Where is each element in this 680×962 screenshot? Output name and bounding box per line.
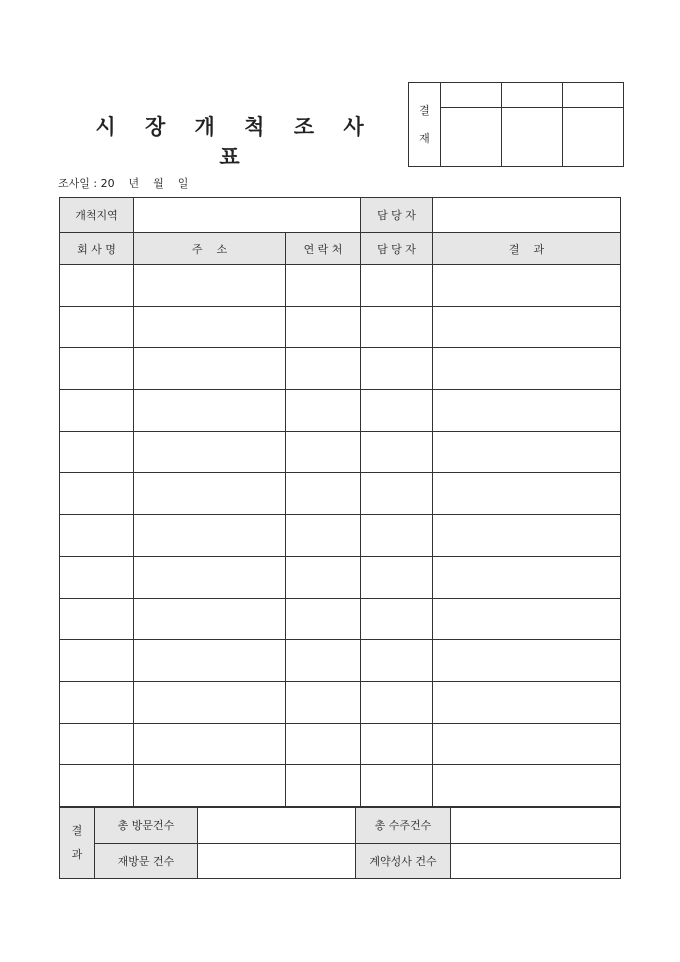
- cell-person[interactable]: [361, 556, 433, 598]
- cell-result[interactable]: [433, 348, 621, 390]
- cell-contact[interactable]: [286, 306, 361, 348]
- cell-address[interactable]: [134, 723, 286, 765]
- table-row: [60, 765, 621, 807]
- cell-contact[interactable]: [286, 723, 361, 765]
- table-row: [60, 640, 621, 682]
- cell-result[interactable]: [433, 390, 621, 432]
- cell-address[interactable]: [134, 515, 286, 557]
- cell-result[interactable]: [433, 306, 621, 348]
- cell-address[interactable]: [134, 265, 286, 307]
- approval-label-top: 결: [419, 103, 430, 117]
- cell-company[interactable]: [60, 765, 134, 807]
- cell-address[interactable]: [134, 390, 286, 432]
- cell-company[interactable]: [60, 556, 134, 598]
- region-label: 개척지역: [60, 198, 134, 233]
- page-title: 시 장 개 척 조 사 표: [95, 114, 375, 169]
- cell-result[interactable]: [433, 265, 621, 307]
- cell-address[interactable]: [134, 306, 286, 348]
- cell-company[interactable]: [60, 473, 134, 515]
- cell-address[interactable]: [134, 681, 286, 723]
- cell-contact[interactable]: [286, 681, 361, 723]
- cell-company[interactable]: [60, 640, 134, 682]
- column-header-company: 회 사 명: [60, 233, 134, 265]
- manager-field[interactable]: [433, 198, 621, 233]
- cell-address[interactable]: [134, 765, 286, 807]
- cell-person[interactable]: [361, 598, 433, 640]
- approval-title-cell-3[interactable]: [563, 83, 624, 108]
- approval-sign-cell-3[interactable]: [563, 108, 624, 167]
- manager-label: 담 당 자: [361, 198, 433, 233]
- cell-address[interactable]: [134, 473, 286, 515]
- region-field[interactable]: [134, 198, 361, 233]
- cell-person[interactable]: [361, 265, 433, 307]
- approval-sign-cell-2[interactable]: [502, 108, 563, 167]
- total-visits-field[interactable]: [198, 808, 356, 844]
- revisits-field[interactable]: [198, 843, 356, 879]
- cell-person[interactable]: [361, 473, 433, 515]
- cell-company[interactable]: [60, 681, 134, 723]
- cell-company[interactable]: [60, 515, 134, 557]
- column-header-contact: 연 락 처: [286, 233, 361, 265]
- cell-result[interactable]: [433, 723, 621, 765]
- cell-contact[interactable]: [286, 348, 361, 390]
- survey-date: 조사일 : 20 년 월 일: [58, 177, 189, 190]
- cell-company[interactable]: [60, 598, 134, 640]
- survey-table: [59, 197, 621, 807]
- cell-result[interactable]: [433, 598, 621, 640]
- table-row: [60, 556, 621, 598]
- cell-address[interactable]: [134, 556, 286, 598]
- cell-company[interactable]: [60, 390, 134, 432]
- column-header-address: 주 소: [134, 233, 286, 265]
- cell-company[interactable]: [60, 306, 134, 348]
- cell-result[interactable]: [433, 473, 621, 515]
- cell-person[interactable]: [361, 306, 433, 348]
- cell-company[interactable]: [60, 723, 134, 765]
- column-header-person: 담 당 자: [361, 233, 433, 265]
- table-row: [60, 390, 621, 432]
- cell-address[interactable]: [134, 431, 286, 473]
- table-row: [60, 681, 621, 723]
- approval-label: [409, 83, 441, 167]
- cell-company[interactable]: [60, 431, 134, 473]
- cell-company[interactable]: [60, 348, 134, 390]
- cell-person[interactable]: [361, 348, 433, 390]
- table-row: [60, 473, 621, 515]
- total-visits-label: 총 방문건수: [95, 808, 198, 844]
- table-row: [60, 515, 621, 557]
- cell-contact[interactable]: [286, 515, 361, 557]
- result-label-top: 결: [71, 824, 83, 837]
- approval-label-bottom: 재: [419, 131, 430, 145]
- approval-title-cell-1[interactable]: [441, 83, 502, 108]
- total-orders-field[interactable]: [451, 808, 621, 844]
- cell-result[interactable]: [433, 556, 621, 598]
- cell-person[interactable]: [361, 765, 433, 807]
- cell-result[interactable]: [433, 515, 621, 557]
- cell-contact[interactable]: [286, 765, 361, 807]
- cell-contact[interactable]: [286, 431, 361, 473]
- table-row: [60, 598, 621, 640]
- approval-title-cell-2[interactable]: [502, 83, 563, 108]
- cell-person[interactable]: [361, 723, 433, 765]
- cell-person[interactable]: [361, 640, 433, 682]
- table-row: [60, 265, 621, 307]
- table-row: [60, 306, 621, 348]
- cell-person[interactable]: [361, 431, 433, 473]
- contracts-field[interactable]: [451, 843, 621, 879]
- cell-contact[interactable]: [286, 390, 361, 432]
- result-label: [60, 808, 95, 879]
- cell-result[interactable]: [433, 431, 621, 473]
- cell-address[interactable]: [134, 640, 286, 682]
- approval-sign-cell-1[interactable]: [441, 108, 502, 167]
- cell-contact[interactable]: [286, 640, 361, 682]
- contracts-label: 계약성사 건수: [356, 843, 451, 879]
- cell-person[interactable]: [361, 515, 433, 557]
- cell-company[interactable]: [60, 265, 134, 307]
- table-row: [60, 431, 621, 473]
- table-row: [60, 348, 621, 390]
- column-header-result: 결 과: [433, 233, 621, 265]
- cell-address[interactable]: [134, 598, 286, 640]
- cell-result[interactable]: [433, 765, 621, 807]
- revisits-label: 재방문 건수: [95, 843, 198, 879]
- approval-box: [408, 82, 624, 167]
- cell-address[interactable]: [134, 348, 286, 390]
- result-label-bottom: 과: [71, 848, 83, 861]
- cell-person[interactable]: [361, 681, 433, 723]
- cell-person[interactable]: [361, 390, 433, 432]
- total-orders-label: 총 수주건수: [356, 808, 451, 844]
- cell-result[interactable]: [433, 640, 621, 682]
- cell-contact[interactable]: [286, 556, 361, 598]
- cell-contact[interactable]: [286, 265, 361, 307]
- table-row: [60, 723, 621, 765]
- result-table: [59, 807, 621, 879]
- cell-contact[interactable]: [286, 473, 361, 515]
- cell-contact[interactable]: [286, 598, 361, 640]
- cell-result[interactable]: [433, 681, 621, 723]
